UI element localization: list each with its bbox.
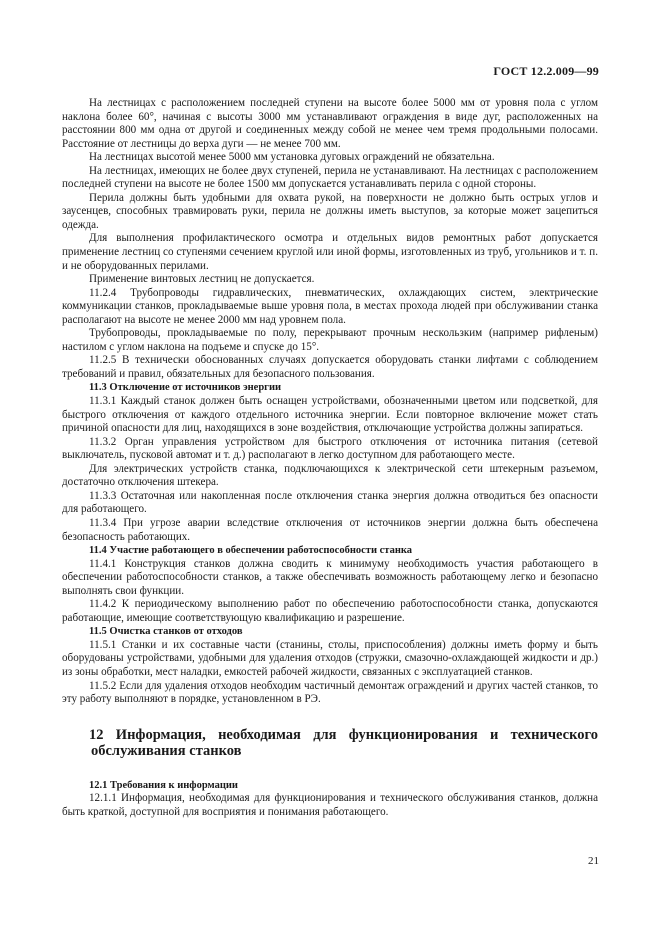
paragraph: 12.1.1 Информация, необходимая для функционирования и технического обслуживания станков, должна быть краткой, доступной для восприятия и понимания работающего. — [62, 792, 598, 818]
paragraph: 11.3.2 Орган управления устройством для быстрого отключения от источника питания (сетевой выключатель, пусковой автомат и т. д.) располагают в легко доступном для работающего месте. — [62, 435, 598, 462]
paragraph: Перила должны быть удобными для охвата рукой, на поверхности не должно быть острых углов и заусенцев, способных травмировать руки, перила не должны иметь выступов, за которые может зацепиться одежда. — [62, 191, 598, 231]
paragraph: 11.2.5 В технически обоснованных случаях допускается оборудовать станки лифтами с соблюдением требований и правил, обязательных для безопасного пользования. — [62, 354, 598, 380]
section-heading: 12.1 Требования к информации — [89, 779, 238, 791]
document-header: ГОСТ 12.2.009—99 — [493, 64, 599, 78]
section-heading: 11.5 Очистка станков от отходов — [89, 626, 243, 638]
paragraph: 11.3.1 Каждый станок должен быть оснащен устройствами, обозначенными цветом или подсветкой, для быстрого отключения от каждого отдельного источника энергии. Если повторное включение может стать причиной опасности для лиц, находящихся в зоне воздействия, отключающие устройства должны запираться. — [62, 395, 598, 435]
paragraph: 11.4.2 К периодическому выполнению работ по обеспечению работоспособности станка, допускаются работающие, имеющие соответствующую квалификацию и разрешение. — [62, 598, 598, 624]
page-number: 21 — [588, 855, 599, 867]
paragraph: 11.3.3 Остаточная или накопленная после отключения станка энергия должна отводиться без опасности для работающего. — [62, 489, 598, 516]
paragraph: Для выполнения профилактического осмотра и отдельных видов ремонтных работ допускается применение лестниц со ступенями сечением круглой или иной формы, изготовленных из труб, угольников и т. п. и не оборудованных перилами. — [62, 232, 598, 272]
chapter-title — [62, 727, 598, 760]
section-heading: 11.3 Отключение от источников энергии — [89, 382, 282, 394]
paragraph: Для электрических устройств станка, подключающихся к электрической сети штекерным разъемом, достаточно отключения штекера. — [62, 462, 598, 489]
chapter-title-line1: 12 Информация, необходимая для функционирования и технического — [89, 726, 598, 743]
paragraph: 11.5.1 Станки и их составные части (станины, столы, приспособления) должны иметь форму и быть оборудованы устройствами, удобными для удаления отходов (стружки, смазочно-охлаждающей жидкости и др.) из зоны обработки, мест наладки, емкостей рабочей жидкости, связанных с эксплуатацией станков. — [62, 638, 598, 678]
paragraph: 11.2.4 Трубопроводы гидравлических, пневматических, охлаждающих систем, электрические коммуникации станков, прокладываемые выше уровня пола, в местах прохода людей при обслуживании станка располагают на высоте не менее 2000 мм над уровнем пола. — [62, 286, 598, 326]
paragraph: 11.5.2 Если для удаления отходов необходим частичный демонтаж ограждений и других частей станков, то эту работу выполняют в порядке, установленном в РЭ. — [62, 679, 598, 706]
section-heading: 11.4 Участие работающего в обеспечении работоспособности станка — [89, 545, 413, 557]
document-body — [62, 97, 598, 819]
paragraph: Применение винтовых лестниц не допускается. — [89, 273, 315, 286]
paragraph: Трубопроводы, прокладываемые по полу, перекрывают прочным нескользким (например рифленым) настилом с углом наклона на подъеме и спуске до 15°. — [62, 327, 598, 353]
paragraph: На лестницах с расположением последней ступени на высоте более 5000 мм от уровня пола с углом наклона более 60°, начиная с высоты 3000 мм устанавливают ограждения в виде дуг, расположенных на расстоянии 800 мм одна от другой и соединенных между собой не менее чем тремя продольными полосами. Расстояние от лестницы до верха дуги — не менее 700 мм. — [62, 97, 598, 150]
paragraph: На лестницах, имеющих не более двух ступеней, перила не устанавливают. На лестницах с расположением последней ступени на высоте не более 1500 мм допускается устанавливать перила с одной стороны. — [62, 164, 598, 191]
paragraph: На лестницах высотой менее 5000 мм установка дуговых ограждений не обязательна. — [89, 151, 495, 164]
paragraph: 11.4.1 Конструкция станков должна сводить к минимуму необходимость участия работающего в обеспечении работоспособности станков, а также обеспечивать возможность работающему легко и безопасно выполнять свои функции. — [62, 557, 598, 597]
chapter-title-line2: обслуживания станков — [91, 743, 242, 760]
paragraph: 11.3.4 При угрозе аварии вследствие отключения от источников энергии должна быть обеспечена безопасность работающих. — [62, 516, 598, 543]
